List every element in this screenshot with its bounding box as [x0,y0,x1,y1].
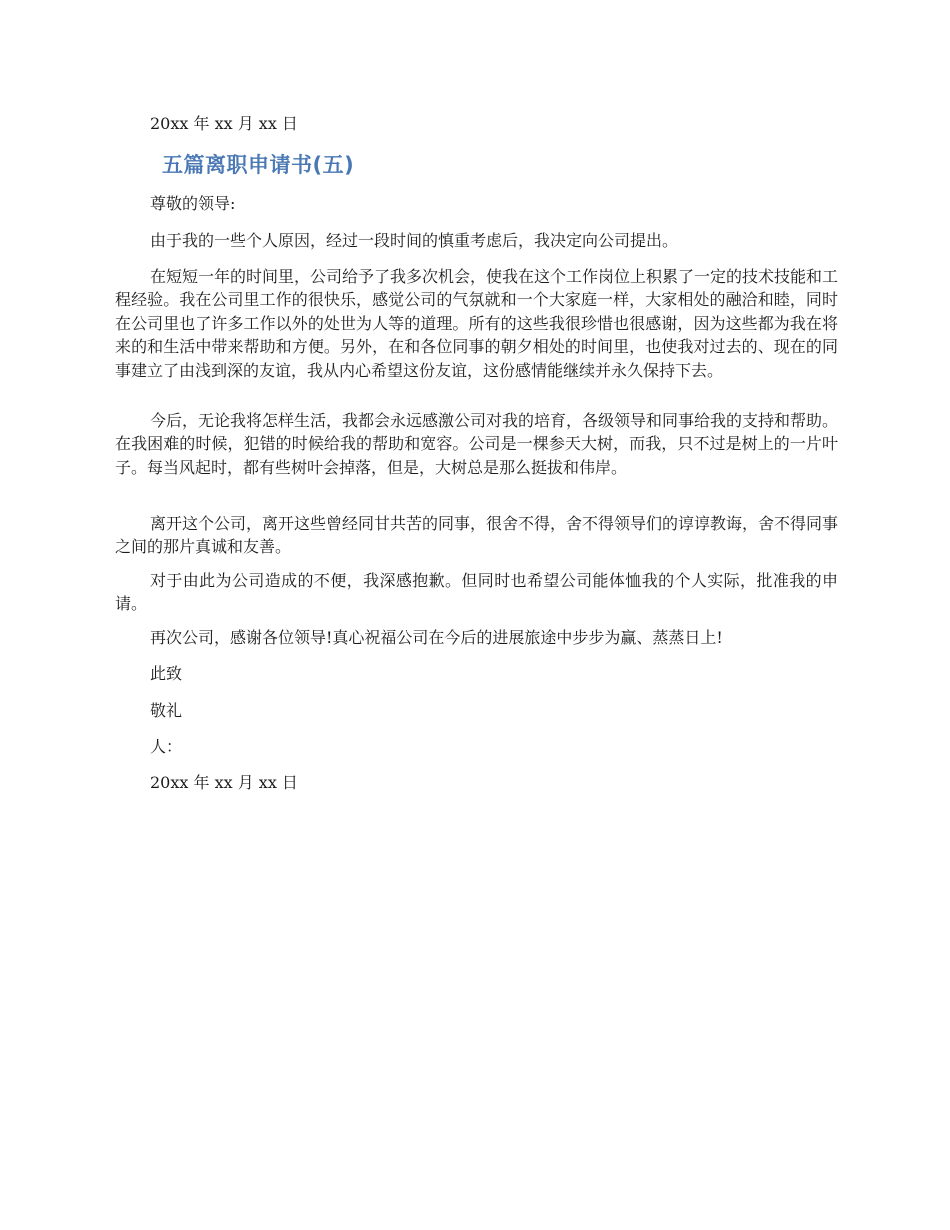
salutation: 尊敬的领导: [150,194,236,213]
closing-ci-zhi: 此致 [150,664,183,683]
paragraph-intro: 由于我的一些个人原因，经过一段时间的慎重考虑后，我决定向公司提出。 [150,231,679,250]
paragraph-gratitude: 在短短一年的时间里，公司给予了我多次机会，使我在这个工作岗位上积累了一定的技术技能和工程经验。我在公司里工作的很快乐，感觉公司的气氛就和一个大家庭一样，大家相处的融洽和睦，同时在公司里也了许多工作以外的处世为人等的道理。所有的这些我很珍惜也很感谢，因为这些都为我在将来的和生活中带来帮助和方便。另外，在和各位同事的朝夕相处的时间里，也使我对过去的、现在的同事建立了由浅到深的友谊，我从内心希望这份友谊，这份感情能继续并永久保持下去。 [115,267,839,380]
paragraph-apology: 对于由此为公司造成的不便，我深感抱歉。但同时也希望公司能体恤我的个人实际，批准我的申请。 [115,571,838,614]
paragraph-future: 今后，无论我将怎样生活，我都会永远感激公司对我的培育，各级领导和同事给我的支持和帮助。在我困难的时候，犯错的时候给我的帮助和宽容。公司是一棵参天大树，而我，只不过是树上的一片叶子。每当风起时，都有些树叶会掉落，但是，大树总是那么挺拔和伟岸。 [115,411,839,477]
date-bottom: 20xx 年 xx 月 xx 日 [150,773,298,792]
paragraph-blessing: 再次公司，感谢各位领导!真心祝福公司在今后的进展旅途中步步为赢、蒸蒸日上! [150,628,723,647]
date-top: 20xx 年 xx 月 xx 日 [150,114,298,133]
signature-line: 人： [150,737,183,756]
page-title: 五篇离职申请书(五) [162,153,355,177]
paragraph-farewell: 离开这个公司，离开这些曾经同甘共苦的同事，很舍不得，舍不得领导们的谆谆教诲，舍不得同事之间的那片真诚和友善。 [115,514,839,557]
closing-jing-li: 敬礼 [150,701,183,720]
